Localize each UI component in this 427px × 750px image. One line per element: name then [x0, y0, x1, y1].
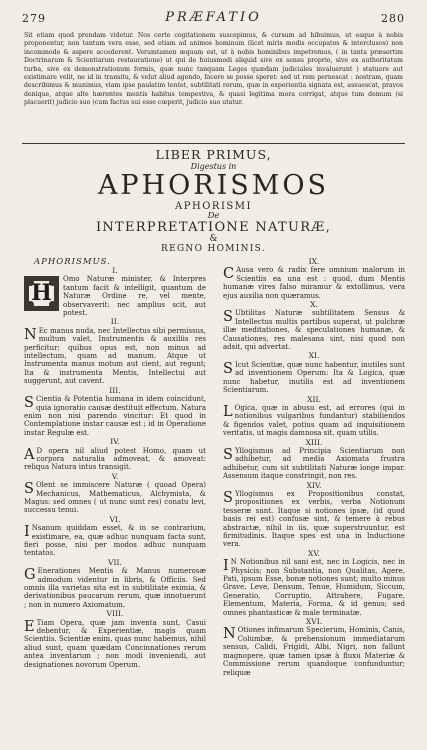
- initial-letter: G: [24, 567, 36, 584]
- page-number-left: 279: [22, 12, 46, 25]
- initial-letter: H: [31, 280, 52, 307]
- left-column: [24, 258, 206, 742]
- aphorism-paragraph: [24, 524, 206, 558]
- aphorism-paragraph: [223, 626, 405, 676]
- aphorism-paragraph: [223, 266, 405, 300]
- aphorism-paragraph: [24, 619, 206, 669]
- aphorism-number: XIV.: [306, 480, 322, 490]
- aphorism-text: D opera nil aliud potest Homo, quam ut corpora naturalia admoveat, & amoveat: reliqua Natura intus transigit.: [24, 446, 206, 472]
- de-line: De: [207, 211, 220, 221]
- aphorism-text: Nsanum quiddam esset, & in se contrarium, existimare, ea, quæ adhuc nunquam facta sunt, fieri posse, nisi per modos adhuc nunquam tentatos.: [24, 524, 206, 558]
- divider-rule: [22, 143, 405, 144]
- aphorism-paragraph: [24, 447, 206, 472]
- interpretatione-line: INTERPRETATIONE NATURÆ,: [95, 220, 332, 235]
- aphorism-number: VIII.: [106, 609, 124, 619]
- subtitle: APHORISMI: [175, 201, 252, 212]
- initial-letter: S: [223, 489, 233, 506]
- aphorism-text: Ausa vero & radix fere omnium malorum in Scientiis ea una est : quod, dum Mentis humanæ vires falso miramur & extollimus, vera ejus auxilia non quæramus.: [223, 266, 405, 300]
- aphorism-number: XV.: [308, 548, 320, 558]
- digestus-line: Digestus in: [190, 162, 237, 171]
- aphorism-number: III.: [109, 385, 121, 395]
- aphorism-text: Ogica, quæ in abusu est, ad errores (qui in notionibus vulgaribus fundantur) stabiliendos & figendos valet, potius quam ad inquisitionem veritatis, ut magis damnosa sit, quam utilis.: [223, 403, 405, 438]
- initial-letter: S: [24, 395, 34, 412]
- initial-letter: A: [24, 446, 35, 463]
- regno-line: REGNO HOMINIS.: [161, 244, 266, 254]
- preface-text: Sit etiam quod prendam videtur. Nos certe cogitationem suscepimus, & cursum ad hibuimus, ut eaque à nobis proponentur, non tantum vera esse, sed etiam ad animos hominum (licet miris modis occupatos & interclusos) non incommode & aspere accederent. Verumtamen æquum est, ut à nobis hominibus impetremus, ( in tanta præsertim Doctrinarum & Scientiarum restauratione) ut qui de huiusmodi aliquid sive ex sensu proprio, sive ex authoritatum turba, sive ex demonstrationum formis, quæ nunc tanquam Leges quædam judiciales invaluerunt ) statuere aut existimare velit, ne id in transitu, & velut aliud agendo, facere se posse speret: sed ut rem pernoscat : nostram, quam describimus & munimus, viam ipse paulatim tentet, subtilitati rerum, quæ in experientia signata est, assuescat, pravos denique, atque alte hærentes mentis habitus tempestiva, & quasi legitima mora corrigat, atque tum demum (si placuerit) judicio suo (cum factus sui esse cœperit, judicio suo utatur.: [24, 32, 403, 107]
- initial-letter: I: [24, 524, 30, 541]
- initial-letter: S: [223, 446, 233, 463]
- ornamental-initial: [24, 276, 59, 311]
- aphorism-text: Tiam Opera, quæ jam inventa sunt, Casui debentur, & Experientiæ, magis quam Scientiis. Scientiæ enim, quas nunc habemus, nihil aliud sunt, quam quædam Concinnationes rerum antea inventarum ; non modi inveniendi, aut designationes novorum Operum.: [24, 618, 206, 669]
- aphorism-paragraph: [223, 558, 405, 617]
- main-title: APHORISMOS: [97, 170, 330, 201]
- page-number-right: 280: [381, 12, 405, 25]
- initial-letter: N: [24, 326, 37, 343]
- aphorism-paragraph: [223, 404, 405, 438]
- aphorism-text: N Notionibus nil sani est, nec in Logicis, nec in Physicis; non Substantia, non Qualitas, Agere, Pati, ipsum Esse, bonæ notiones sunt; multo minus Grave, Leve, Densum, Tenue, Humidum, Siccum, Generatio, Corruptio, Attrahere, Fugare, Elementum, Materia, Forma, & id genus; sed omnes phantasticæ & male terminatæ.: [223, 558, 405, 617]
- initial-letter: S: [223, 360, 233, 377]
- aphorism-paragraph: [24, 567, 206, 609]
- initial-letter: L: [223, 403, 233, 420]
- aphorism-paragraph: [24, 275, 206, 317]
- aphorism-paragraph: [223, 447, 405, 481]
- initial-letter: I: [223, 558, 229, 575]
- ampersand-line: &: [209, 234, 218, 244]
- aphorism-paragraph: [223, 490, 405, 549]
- initial-letter: C: [223, 266, 235, 283]
- initial-letter: S: [223, 309, 233, 326]
- aphorism-text: Yllogismus ad Principia Scientiarum non adhibetur, ad media Axiomata frustra adhibetur, cum sit subtilitati Naturæ longe impar. Assensum itaque constringit, non res.: [223, 446, 405, 481]
- aphorism-text: Icut Scientiæ, quæ nunc habentur, inutiles sunt ad inventionem Operum: Ita & Logica, quæ nunc habetur, inutilis est ad inventionem Scientiarum.: [223, 360, 405, 395]
- aphorism-text: Ubtilitas Naturæ subtilitatem Sensus & Intellectus multis partibus superat, ut pulchræ illæ meditationes, & speculationes humanæ, & Causationes, res malesana sint, nisi quod non adsit, qui advertat.: [223, 309, 405, 352]
- running-head: [22, 10, 405, 32]
- aphorism-number: II.: [110, 317, 120, 327]
- book-number: LIBER PRIMUS,: [155, 147, 272, 162]
- aphorism-text: Cientia & Potentia humana in idem coincidunt, quia ignoratio causæ destituit effectum. Natura enim non nisi parendo vincitur: Et quod in Contemplatione instar causæ est ; id in Operatione instar Regulæ est.: [24, 395, 206, 437]
- aphorism-number: XI.: [308, 351, 320, 361]
- aphorism-number: XII.: [307, 394, 321, 404]
- aphorism-number: XIII.: [305, 437, 323, 447]
- aphorism-text: Yllogismus ex Propositionibus constat, propositiones ex verbis, verba Notionum tesseræ sunt. Itaque si notiones ipsæ, (id quod basis rei est) confusæ sint, & temere à rebus abstractæ, nihil in iis, quæ superstruuntur, est firmitudinis. Itaque spes est una in Inductione vera.: [223, 489, 405, 549]
- aphorism-number: VI.: [109, 514, 121, 524]
- aphorism-paragraph: [223, 309, 405, 351]
- aphorism-number: X.: [310, 300, 318, 310]
- aphorism-text: Enerationes Mentis & Manus numerosæ admodum videntur in libris, & Officiis. Sed omnis illa varietas sita est in subtilitate eximia, & derivationibus paucarum rerum, quæ innotuerunt ; non in numero Axiomatum.: [24, 567, 206, 609]
- aphorism-text: Otiones infimarum Specierum, Hominis, Canis, Columbæ, & prehensionum immediatarum sensus, Calidi, Frigidi, Albi, Nigri, non fallunt magnopere, quæ tamen ipsæ à fluxu Materiæ & Commissione rerum quandoque confunduntur; reliquæ: [223, 626, 405, 677]
- initial-letter: S: [24, 481, 34, 498]
- aphorism-paragraph: [223, 361, 405, 395]
- aphorism-text: Olent se immiscere Naturæ ( quoad Opera) Mechanicus, Mathematicus, Alchymista, & Magus: sed omnes ( ut nunc sunt res) conatu levi, successu tenui.: [24, 481, 206, 515]
- aphorism-number: IV.: [110, 437, 120, 447]
- aphorism-number: VII.: [108, 557, 122, 567]
- book-heading: [22, 148, 405, 255]
- aphorism-paragraph: [24, 327, 206, 386]
- aphorism-number: V.: [111, 471, 119, 481]
- initial-letter: E: [24, 618, 35, 635]
- aphorism-columns: [22, 258, 405, 742]
- aphorism-paragraph: [24, 481, 206, 515]
- aphorism-number: I.: [112, 266, 118, 275]
- running-head-title: PRÆFATIO: [165, 10, 262, 25]
- aphorism-number: XVI.: [305, 617, 323, 627]
- initial-letter: N: [223, 626, 236, 643]
- aphorism-text: Ec manus nuda, nec Intellectus sibi permissus, multum valet, Instrumentis & auxiliis res perficitur; quibus opus est, non minus ad intellectum, quam ad manum. Atque ut Instrumenta manus motum aut cient, aut regunt; Ita & instrumenta Mentis, Intellectui aut suggerunt, aut cavent.: [24, 326, 206, 386]
- aphorism-number: IX.: [308, 258, 320, 266]
- aphorism-paragraph: [24, 395, 206, 437]
- column-heading: APHORISMUS.: [34, 258, 111, 267]
- aphorism-text: Omo Naturæ minister, & Interpres tantum facit & intelligit, quantum de Naturæ Ordine re, vel mente, observaverit: nec amplius scit, aut potest.: [63, 275, 206, 318]
- right-column: [223, 258, 405, 742]
